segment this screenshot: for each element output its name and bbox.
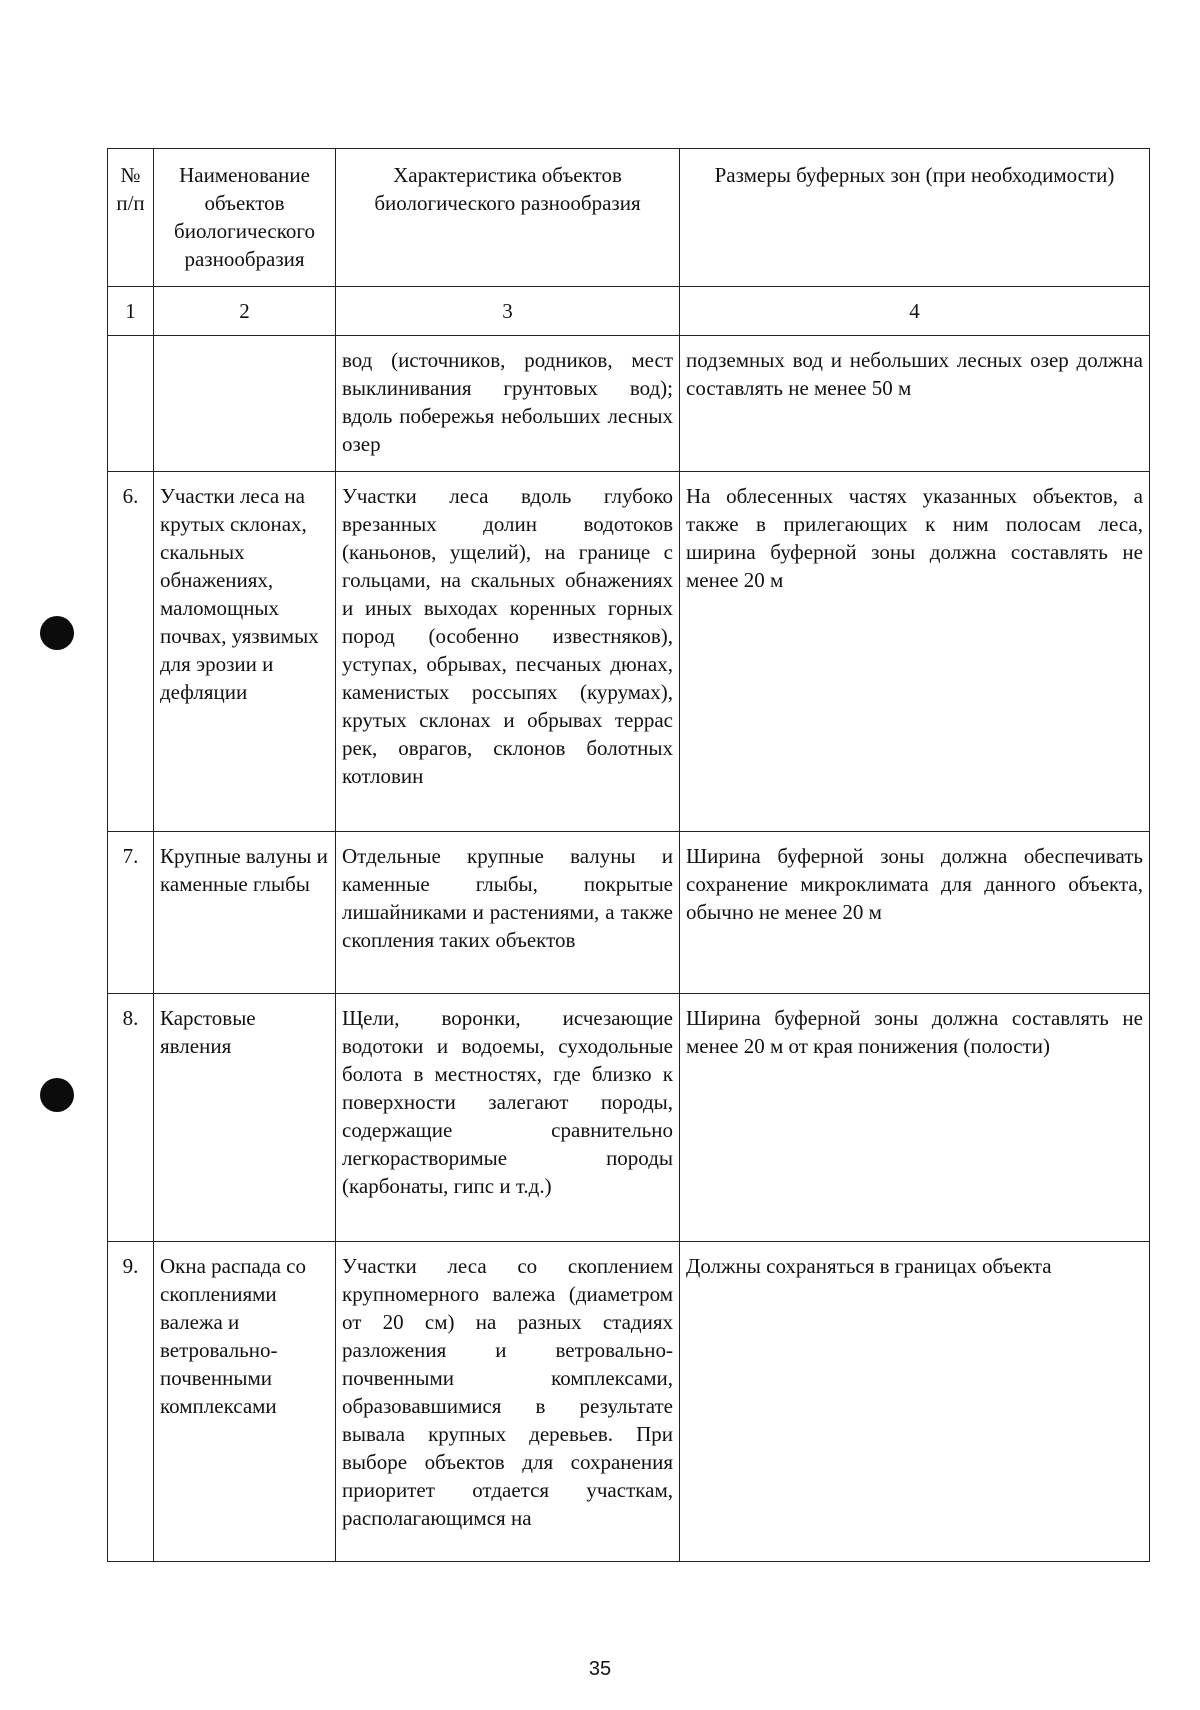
row-number (108, 336, 153, 354)
row-number: 6. (122, 484, 139, 508)
punch-hole (40, 616, 74, 650)
header-name: Наименование объектов биологического разнообразия (174, 163, 315, 271)
buffer-zone: На облесенных частях указанных объектов, а также в прилегающих к ним полосам леса, ширина буферной зоны должна составлять не менее 20 м (686, 484, 1143, 592)
buffer-zone: Должны сохраняться в границах объекта (686, 1254, 1052, 1278)
biodiversity-table (107, 148, 1150, 1562)
column-index-row (108, 287, 1150, 336)
object-characteristic: Щели, воронки, исчезающие водотоки и водоемы, суходольные болота в местностях, где близко к поверхности залегают породы, содержащие сравнительно легкорастворимые породы (карбонаты, гипс и т.д.) (342, 1006, 673, 1198)
row-number: 9. (122, 1254, 139, 1278)
object-characteristic: Участки леса вдоль глубоко врезанных долин водотоков (каньонов, ущелий), на границе с гольцами, на скальных обнажениях и иных выходах коренных горных пород (особенно известняков), уступах, обрывах, песчаных дюнах, каменистых россыпях (курумах), крутых склонах и обрывах террас рек, оврагов, склонов болотных котловин (342, 484, 673, 788)
page-number: 35 (588, 1658, 612, 1680)
object-name (154, 336, 335, 354)
table-row (108, 994, 1150, 1242)
object-characteristic: Участки леса со скоплением крупномерного валежа (диаметром от 20 см) на разных стадиях разложения и ветровально-почвенными комплексами, образовавшимися в результате вывала крупных деревьев. При выборе объектов для сохранения приоритет отдается участкам, располагающимся на (342, 1254, 673, 1530)
object-characteristic: вод (источников, родников, мест выклинивания грунтовых вод); вдоль побережья небольших лесных озер (342, 348, 673, 456)
object-name: Карстовые явления (160, 1006, 256, 1058)
table-row (108, 1242, 1150, 1562)
table-row (108, 832, 1150, 994)
column-index: 2 (239, 299, 250, 323)
table-header-row (108, 149, 1150, 287)
object-name: Крупные валуны и каменные глыбы (160, 844, 328, 896)
row-number: 8. (122, 1006, 139, 1030)
header-buffer: Размеры буферных зон (при необходимости) (714, 163, 1115, 187)
header-num: № п/п (116, 163, 145, 215)
header-characteristic: Характеристика объектов биологического разнообразия (374, 163, 641, 215)
column-index: 4 (909, 299, 920, 323)
object-name: Участки леса на крутых склонах, скальных обнажениях, маломощных почвах, уязвимых для эрозии и дефляции (160, 484, 319, 704)
row-number: 7. (122, 844, 139, 868)
buffer-zone: Ширина буферной зоны должна обеспечивать сохранение микроклимата для данного объекта, обычно не менее 20 м (686, 844, 1143, 924)
table-row (108, 472, 1150, 832)
column-index: 1 (125, 299, 136, 323)
buffer-zone: Ширина буферной зоны должна составлять не менее 20 м от края понижения (полости) (686, 1006, 1143, 1058)
buffer-zone: подземных вод и небольших лесных озер должна составлять не менее 50 м (686, 348, 1143, 400)
punch-hole (40, 1078, 74, 1112)
object-name: Окна распада со скоплениями валежа и ветровально-почвенными комплексами (160, 1254, 306, 1418)
object-characteristic: Отдельные крупные валуны и каменные глыбы, покрытые лишайниками и растениями, а также скопления таких объектов (342, 844, 673, 952)
table-row (108, 336, 1150, 472)
column-index: 3 (502, 299, 513, 323)
